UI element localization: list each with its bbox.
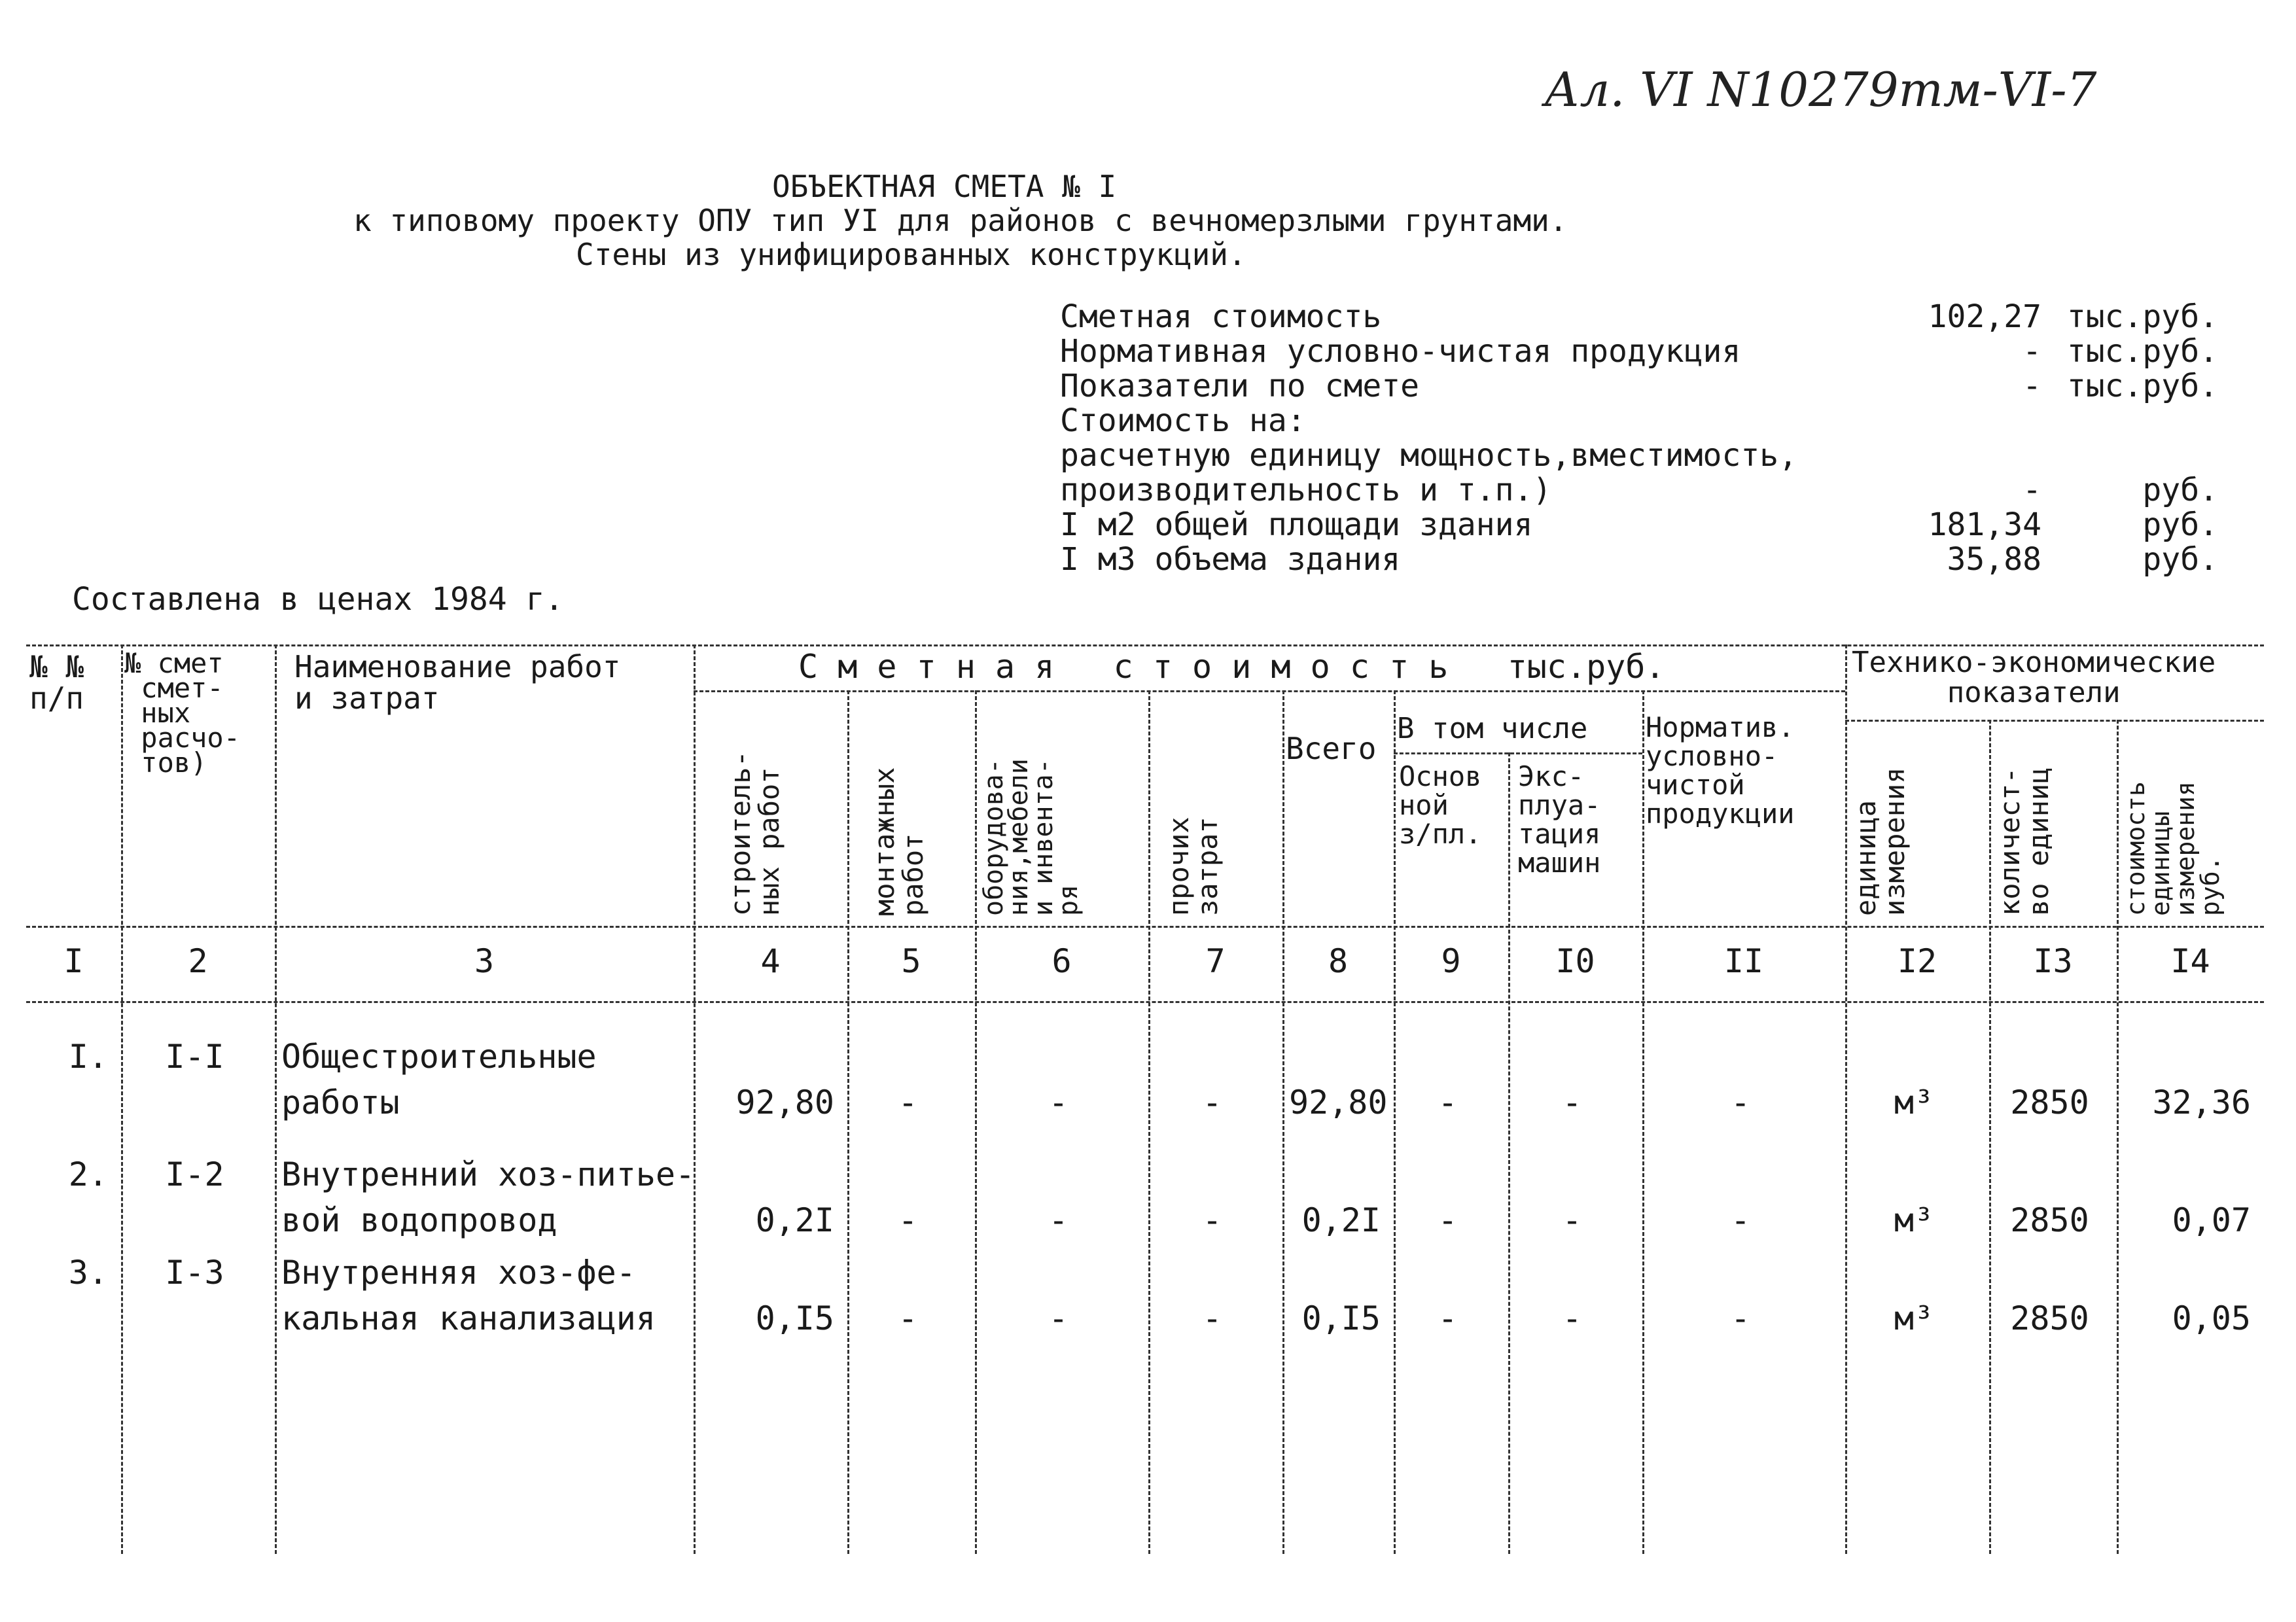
table-cell: 0,I5 <box>1301 1299 1381 1337</box>
column-number: 7 <box>1205 942 1226 980</box>
header-technical-group: Технико-экономические показатели <box>1852 646 2216 709</box>
column-number: 2 <box>188 942 208 980</box>
table-cell: - <box>1202 1084 1222 1121</box>
table-cell: - <box>1202 1299 1222 1337</box>
column-number: I <box>63 942 84 980</box>
header-installation-works: монтажных работ <box>868 767 929 916</box>
table-cell: 92,80 <box>1289 1084 1388 1121</box>
table-cell: - <box>898 1201 918 1239</box>
header-base-salary: Основ ной з/пл. <box>1399 760 1482 850</box>
work-name: Общестроительные работы <box>281 1038 597 1121</box>
header-total: Всего <box>1286 731 1377 766</box>
table-cell: - <box>1730 1201 1751 1239</box>
header-equipment: оборудова- ния,мебели и инвента- ря <box>979 758 1084 916</box>
table-cell: - <box>1562 1084 1582 1121</box>
header-cost-group: С м е т н а я с т о и м о с т ь тыс.руб. <box>798 648 1665 686</box>
table-cell: 2850 <box>2010 1201 2089 1239</box>
column-number: I0 <box>1555 942 1595 980</box>
table-cell: - <box>1562 1299 1582 1337</box>
table-cell: - <box>1562 1201 1582 1239</box>
summary-label: I м2 общей площади здания <box>1060 506 1533 543</box>
summary-label: производительность и т.п.) <box>1060 472 1552 508</box>
work-name: Внутренний хоз-питье- вой водопровод <box>281 1155 696 1239</box>
table-cell: 0,I5 <box>755 1299 834 1337</box>
header-row-number: № № п/п <box>29 649 84 716</box>
column-number: I2 <box>1897 942 1937 980</box>
compiled-note: Составлена в ценах 1984 г. <box>72 581 564 618</box>
table-cell: I-2 <box>165 1155 224 1193</box>
summary-value: - <box>2022 472 2041 508</box>
header-estimate-number: № смет смет- ных расчо- тов) <box>124 647 241 779</box>
table-cell: - <box>1202 1201 1222 1239</box>
table-cell: 0,07 <box>2172 1201 2251 1239</box>
column-number: II <box>1723 942 1764 980</box>
summary-unit: тыс.руб. <box>2066 368 2218 404</box>
table-cell: - <box>1730 1299 1751 1337</box>
table-cell: м³ <box>1894 1201 1934 1239</box>
column-number: I4 <box>2170 942 2210 980</box>
table-cell: 2850 <box>2010 1299 2089 1337</box>
header-net-production: Норматив. условно- чистой продукции <box>1646 711 1795 830</box>
document-subtitle: к типовому проекту ОПУ тип УI для районов с вечномерзлыми грунтами. <box>353 203 1568 238</box>
summary-label: I м3 объема здания <box>1060 541 1401 578</box>
header-unit: единица измерения <box>1850 767 1911 916</box>
table-cell: 3. <box>68 1254 108 1292</box>
summary-value: - <box>2022 368 2041 404</box>
header-quantity: количест- во единиц <box>1994 767 2055 916</box>
table-cell: I. <box>68 1038 108 1076</box>
summary-unit: руб. <box>2142 472 2218 508</box>
table-cell: 32,36 <box>2152 1084 2251 1121</box>
table-cell: 92,80 <box>735 1084 834 1121</box>
table-cell: 0,2I <box>1301 1201 1381 1239</box>
table-cell: 0,05 <box>2172 1299 2251 1337</box>
header-work-name: Наименование работ и затрат <box>294 649 621 716</box>
table-cell: - <box>1048 1201 1069 1239</box>
column-number: 3 <box>474 942 495 980</box>
column-number: 9 <box>1441 942 1461 980</box>
table-cell: - <box>1048 1084 1069 1121</box>
table-cell: I-I <box>165 1038 224 1076</box>
header-other-costs: прочих затрат <box>1163 817 1224 916</box>
summary-unit: руб. <box>2142 506 2218 543</box>
table-cell: 2. <box>68 1155 108 1193</box>
document-title: ОБЪЕКТНАЯ СМЕТА № I <box>772 169 1117 204</box>
summary-unit: тыс.руб. <box>2066 298 2218 335</box>
summary-value: - <box>2022 333 2041 370</box>
work-name: Внутренняя хоз-фе- кальная канализация <box>281 1254 656 1337</box>
table-cell: - <box>1730 1084 1751 1121</box>
column-number: I3 <box>2033 942 2073 980</box>
table-cell: - <box>1438 1299 1458 1337</box>
summary-unit: тыс.руб. <box>2066 333 2218 370</box>
summary-value: 181,34 <box>1928 506 2041 543</box>
summary-value: 102,27 <box>1928 298 2041 335</box>
column-number: 5 <box>901 942 921 980</box>
table-cell: - <box>1438 1201 1458 1239</box>
table-cell: - <box>1438 1084 1458 1121</box>
document-subtitle-2: Стены из унифицированных конструкций. <box>576 237 1246 272</box>
header-unit-cost: стоимость единицы измерения руб. <box>2121 781 2225 916</box>
table-cell: - <box>898 1084 918 1121</box>
header-machine-operation: Экс- плуа- тация машин <box>1518 760 1601 879</box>
column-number: 4 <box>760 942 781 980</box>
summary-label: Нормативная условно-чистая продукция <box>1060 333 1741 370</box>
header-including: В том числе <box>1397 712 1588 745</box>
summary-label: Стоимость на: <box>1060 402 1306 439</box>
summary-label: Показатели по смете <box>1060 368 1420 404</box>
column-number: 6 <box>1051 942 1072 980</box>
table-cell: - <box>1048 1299 1069 1337</box>
table-cell: м³ <box>1894 1084 1934 1121</box>
summary-label: расчетную единицу мощность,вместимость, <box>1060 437 1798 474</box>
column-number: 8 <box>1328 942 1349 980</box>
summary-value: 35,88 <box>1947 541 2041 578</box>
table-cell: 0,2I <box>755 1201 834 1239</box>
header-construction-works: строитель- ных работ <box>724 750 785 916</box>
table-cell: I-3 <box>165 1254 224 1292</box>
table-cell: 2850 <box>2010 1084 2089 1121</box>
summary-label: Сметная стоимость <box>1060 298 1382 335</box>
table-cell: - <box>898 1299 918 1337</box>
summary-unit: руб. <box>2142 541 2218 578</box>
table-cell: м³ <box>1894 1299 1934 1337</box>
handwritten-reference: Ал. VI N10279тм-VI-7 <box>1544 62 2097 117</box>
